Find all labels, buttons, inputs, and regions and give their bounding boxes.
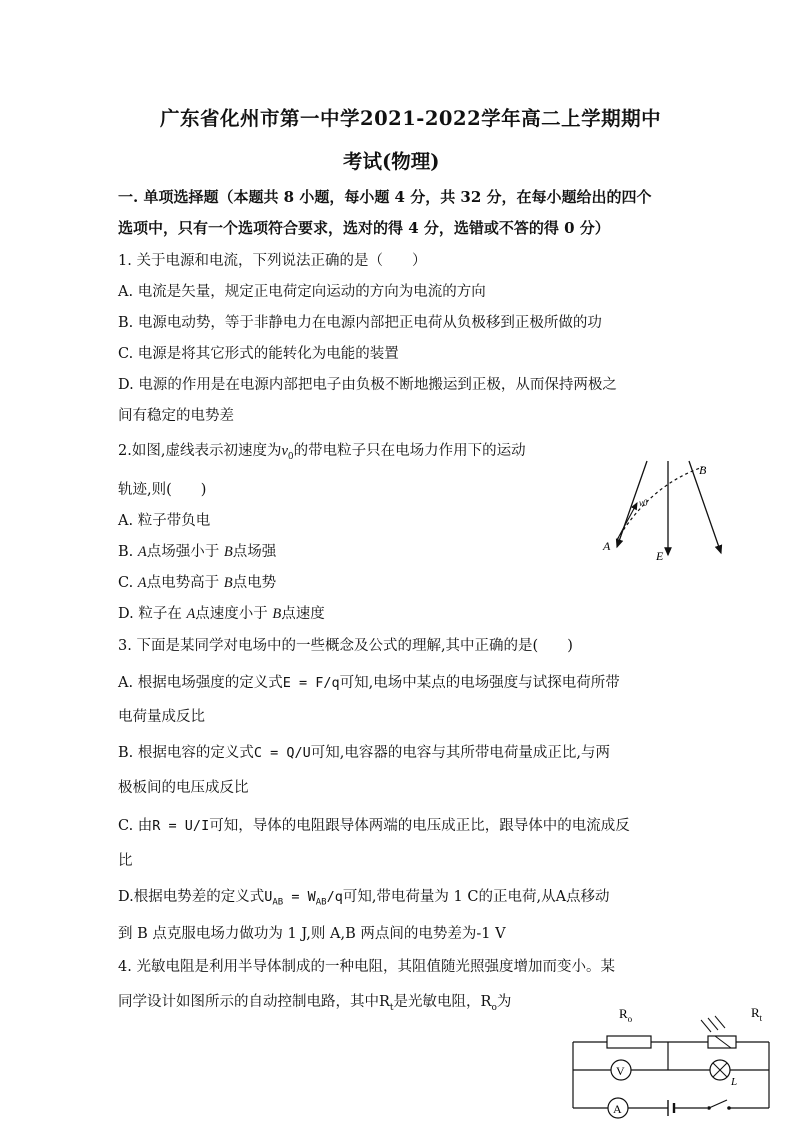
q2-d-point-a: A — [186, 606, 196, 622]
q4-stem-text-c: 为 — [496, 994, 512, 1010]
label-point-a: A — [603, 539, 611, 553]
q3-c-formula: R = U/I — [152, 818, 210, 834]
switch-blade — [709, 1100, 727, 1108]
light-ray-3 — [715, 1016, 725, 1028]
label-v0: v0 — [639, 498, 648, 508]
q2-b-mid: 点场强小于 — [146, 544, 224, 560]
light-ray-1 — [701, 1020, 711, 1032]
q3-d-text-b: 可知,带电荷量为 1 C的正电荷,从A点移动 — [342, 889, 610, 905]
q3-b-text-b: 可知,电容器的电容与其所带电荷量成正比,与两 — [310, 745, 610, 761]
page-title-continued: 考试(物理) — [343, 150, 440, 173]
section-header: 一. 单项选择题（本题共 8 小题，每小题 4 分，共 32 分，在每小题给出的四个 — [118, 188, 652, 206]
q2-stem-continued: 轨迹,则( ) — [118, 482, 207, 498]
q3-option-a-continued: 电荷量成反比 — [118, 709, 205, 725]
q3-option-d-continued: 到 B 点克服电场力做功为 1 J,则 A,B 两点间的电势差为-1 V — [118, 926, 506, 942]
q3-a-text: A. 根据电场强度的定义式 — [118, 675, 283, 691]
q1-option-d-continued: 间有稳定的电势差 — [118, 408, 234, 424]
label-field-e: E — [656, 549, 664, 563]
q1-option-a: A. 电流是矢量，规定正电荷定向运动的方向为电流的方向 — [118, 284, 486, 300]
q4-stem-sub-t: t — [389, 1002, 394, 1013]
q4-stem-text-a: 同学设计如图所示的自动控制电路，其中R — [118, 994, 390, 1010]
label-rt-sub: t — [759, 1013, 763, 1023]
label-point-b: B — [699, 463, 707, 477]
resistor-r0 — [607, 1036, 651, 1048]
q3-d-formula — [264, 889, 343, 908]
page-title: 广东省化州市第一中学2021-2022学年高二上学期期中 — [160, 107, 662, 130]
q2-c-point-a: A — [137, 575, 147, 591]
q3-b-text: B. 根据电容的定义式 — [118, 745, 254, 761]
q2-stem-text-a: 2.如图,虚线表示初速度为 — [118, 443, 282, 459]
label-rt — [751, 1005, 763, 1023]
q3-option-a — [118, 671, 620, 692]
q2-stem-text-b: 的带电粒子只在电场力作用下的运动 — [293, 443, 526, 459]
label-rt-main: R — [751, 1005, 760, 1020]
q2-c-point-b: B — [223, 575, 233, 591]
q3-d-eq-end: /q — [326, 889, 343, 905]
q3-d-w-sub: AB — [315, 897, 327, 908]
lamp-label: L — [731, 1076, 738, 1088]
q3-option-c-continued: 比 — [118, 853, 133, 869]
label-r0 — [619, 1006, 633, 1024]
q2-b-end: 点场强 — [232, 544, 277, 560]
q2-stem-v: v — [281, 443, 288, 459]
q2-c-mid: 点电势高于 — [146, 575, 224, 591]
q1-option-b: B. 电源电动势，等于非静电力在电源内部把正电荷从负极移到正极所做的功 — [118, 315, 602, 331]
q3-d-u: U — [264, 889, 273, 905]
q2-b-prefix: B. — [118, 544, 138, 560]
q1-option-d: D. 电源的作用是在电源内部把电子由负极不断地搬运到正极，从而保持两极之 — [118, 377, 617, 393]
light-ray-2 — [708, 1018, 718, 1030]
photoresistor-rt — [708, 1036, 736, 1048]
q2-option-c — [118, 571, 276, 592]
q3-c-text: C. 由 — [118, 818, 153, 834]
q4-stem-sub-o: o — [491, 1002, 497, 1013]
q3-option-d — [118, 885, 610, 908]
q3-c-text-b: 可知，导体的电阻跟导体两端的电压成正比，跟导体中的电流成反 — [209, 818, 630, 834]
q2-option-b — [118, 540, 276, 561]
q2-b-point-b: B — [223, 544, 233, 560]
section-header-continued: 选项中，只有一个选项符合要求，选对的得 4 分，选错或不答的得 0 分） — [118, 219, 610, 237]
label-r0-main: R — [619, 1006, 628, 1021]
q3-a-text-b: 可知,电场中某点的电场强度与试探电荷所带 — [339, 675, 620, 691]
q3-a-formula: E = F/q — [282, 675, 340, 691]
q3-option-b — [118, 741, 610, 762]
q2-stem-v-sub: 0 — [287, 451, 294, 462]
q1-stem: 1. 关于电源和电流，下列说法正确的是（ ） — [118, 253, 427, 269]
q3-d-text: D.根据电势差的定义式 — [118, 889, 265, 905]
q2-field-figure — [595, 455, 735, 570]
q3-stem: 3. 下面是某同学对电场中的一些概念及公式的理解,其中正确的是( ) — [118, 638, 573, 654]
q2-d-mid: 点速度小于 — [195, 606, 273, 622]
q2-stem — [118, 439, 526, 462]
voltmeter-label: V — [616, 1064, 625, 1078]
ammeter-label: A — [613, 1102, 622, 1116]
q2-option-a: A. 粒子带负电 — [118, 513, 211, 529]
q2-b-point-a: A — [137, 544, 147, 560]
q3-option-b-continued: 极板间的电压成反比 — [118, 780, 249, 796]
q2-c-prefix: C. — [118, 575, 138, 591]
q4-circuit-figure — [565, 1000, 780, 1121]
q4-stem: 4. 光敏电阻是利用半导体制成的一种电阻，其阻值随光照强度增加而变小。某 — [118, 959, 615, 975]
q3-d-u-sub: AB — [272, 897, 284, 908]
particle-trajectory — [617, 467, 703, 540]
q4-stem-continued — [118, 990, 511, 1013]
q3-b-formula: C = Q/U — [253, 745, 311, 761]
initial-velocity-arrow — [617, 503, 637, 540]
q2-d-prefix: D. 粒子在 — [118, 606, 187, 622]
q3-d-eq-mid: = W — [283, 889, 316, 905]
q2-option-d — [118, 602, 325, 623]
q2-c-end: 点电势 — [232, 575, 277, 591]
q2-d-point-b: B — [272, 606, 282, 622]
q3-option-c — [118, 814, 630, 835]
q4-stem-text-b: 是光敏电阻，R — [393, 994, 492, 1010]
q1-option-c: C. 电源是将其它形式的能转化为电能的装置 — [118, 346, 399, 362]
label-r0-sub: o — [627, 1014, 633, 1024]
q2-d-end: 点速度 — [281, 606, 325, 622]
